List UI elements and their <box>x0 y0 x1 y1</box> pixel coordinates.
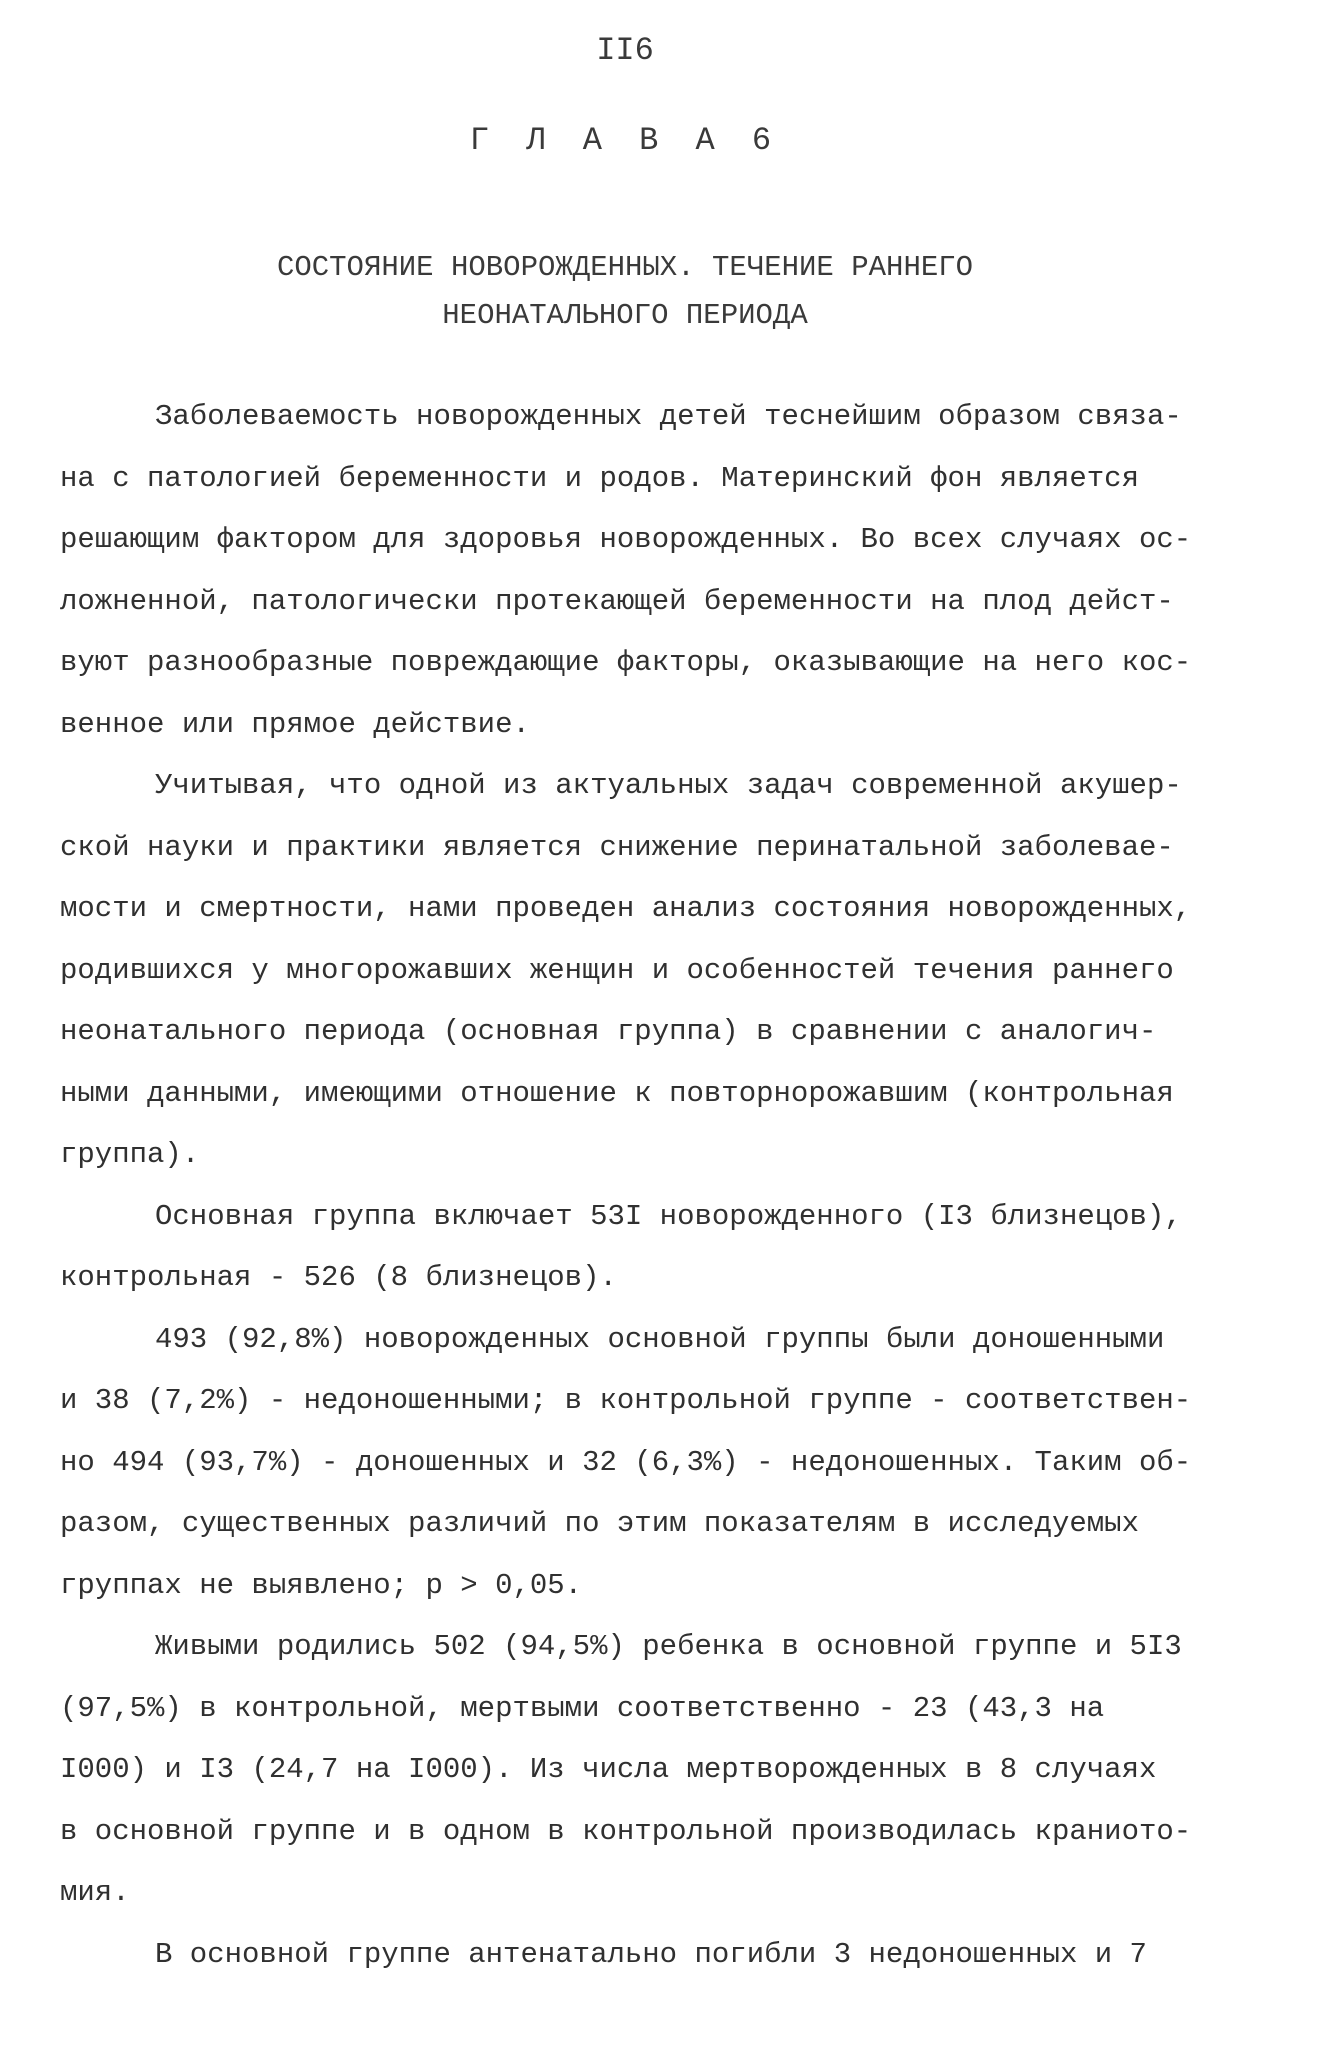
section-heading <box>0 244 1250 340</box>
text-line: I000) и I3 (24,7 на I000). Из числа мертворожденных в 8 случаях <box>60 1753 1157 1786</box>
text-line: Живыми родились 502 (94,5%) ребенка в основной группе и 5I3 <box>155 1630 1182 1663</box>
text-line: В основной группе антенатально погибли 3 недоношенных и 7 <box>155 1937 1147 1971</box>
text-line: но 494 (93,7%) - доношенных и 32 (6,3%) - недоношенных. Таким об- <box>60 1445 1192 1479</box>
text-line: вуют разнообразные повреждающие факторы, оказывающие на него кос- <box>60 646 1192 679</box>
text-line: (97,5%) в контрольной, мертвыми соответственно - 23 (43,3 на <box>60 1691 1105 1725</box>
text-line: группах не выявлено; р > 0,05. <box>60 1568 583 1602</box>
text-line: ской науки и практики является снижение перинатальной заболевае- <box>60 830 1174 864</box>
text-line: в основной группе и в одном в контрольной производилась краниото- <box>60 1814 1192 1848</box>
text-line: неонатального периода (основная группа) в сравнении с аналогич- <box>60 1015 1157 1048</box>
text-line: венное или прямое действие. <box>60 707 530 741</box>
text-line: и 38 (7,2%) - недоношенными; в контрольной группе - соответствен- <box>60 1384 1192 1417</box>
text-line: ными данными, имеющими отношение к повторнорожавшим (контрольная <box>60 1076 1174 1110</box>
heading-line: НЕОНАТАЛЬНОГО ПЕРИОДА <box>442 299 808 332</box>
text-line: мости и смертности, нами проведен анализ состояния новорожденных, <box>60 892 1192 925</box>
text-line: Учитывая, что одной из актуальных задач современной акушер- <box>155 769 1182 802</box>
text-line: 493 (92,8%) новорожденных основной группы были доношенными <box>155 1322 1165 1356</box>
text-line: на с патологией беременности и родов. Материнский фон является <box>60 461 1139 495</box>
body-text <box>60 386 1285 1985</box>
text-line: Основная группа включает 53I новорожденного (I3 близнецов), <box>155 1199 1182 1233</box>
text-line: контрольная - 526 (8 близнецов). <box>60 1261 617 1294</box>
text-line: решающим фактором для здоровья новорожденных. Во всех случаях ос- <box>60 523 1192 556</box>
text-line: разом, существенных различий по этим показателям в исследуемых <box>60 1507 1139 1540</box>
text-line: мия. <box>60 1876 130 1909</box>
text-line: группа). <box>60 1138 200 1171</box>
page-number: II6 <box>596 32 654 69</box>
text-line: ложненной, патологически протекающей беременности на плод дейст- <box>60 584 1174 618</box>
chapter-title: Г Л А В А 6 <box>469 122 781 159</box>
text-line: Заболеваемость новорожденных детей теснейшим образом связа- <box>155 400 1182 433</box>
text-line: родившихся у многорожавших женщин и особенностей течения раннего <box>60 953 1174 987</box>
heading-line: СОСТОЯНИЕ НОВОРОЖДЕННЫХ. ТЕЧЕНИЕ РАННЕГО <box>276 251 974 284</box>
